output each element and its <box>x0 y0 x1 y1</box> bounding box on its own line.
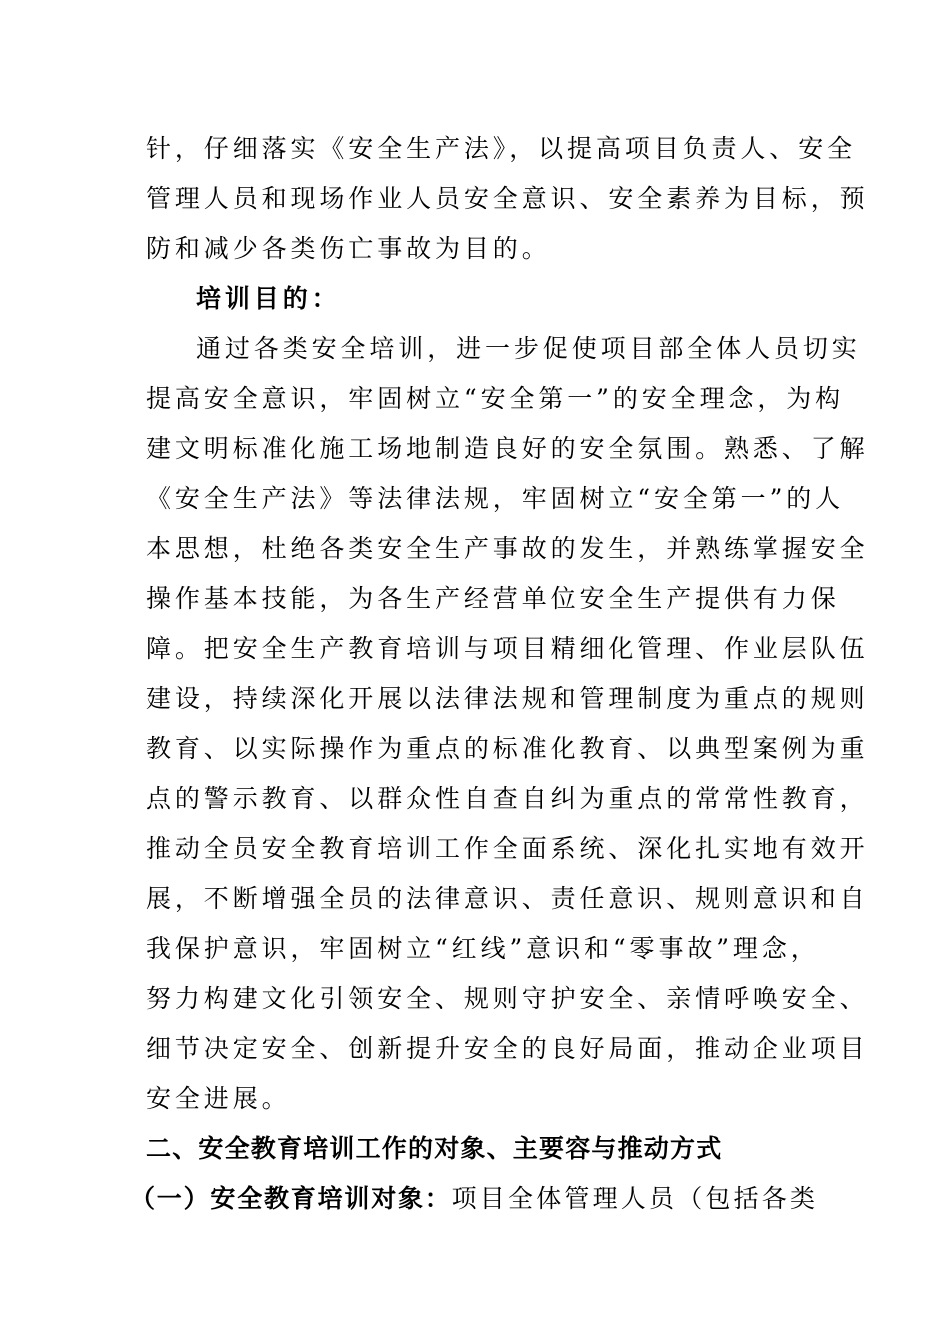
paragraph-line: 针，仔细落实《安全生产法》，以提高项目负责人、安全 <box>146 134 857 163</box>
subsection-heading-label: （一）安全教育培训对象： <box>130 1184 452 1213</box>
paragraph-line: 《安全生产法》等法律法规，牢固树立“安全第一”的人 <box>146 484 845 513</box>
paragraph-line: 教育、以实际操作为重点的标准化教育、以典型案例为重 <box>146 734 869 763</box>
paragraph-line: 细节决定安全、创新提升安全的良好局面，推动企业项目 <box>146 1034 869 1063</box>
section-heading-training-goal: 培训目的： <box>196 284 341 313</box>
paragraph-line: 建设，持续深化开展以法律法规和管理制度为重点的规则 <box>146 684 869 713</box>
subsection-text: 项目全体管理人员（包括各类 <box>451 1184 819 1213</box>
paragraph-line: 防和减少各类伤亡事故为目的。 <box>146 234 551 263</box>
paragraph-line: 障。把安全生产教育培训与项目精细化管理、作业层队伍 <box>146 634 869 663</box>
paragraph-line: 点的警示教育、以群众性自查自纠为重点的常常性教育， <box>146 784 869 813</box>
paragraph-line: 提高安全意识，牢固树立“安全第一”的安全理念，为构 <box>146 384 845 413</box>
paragraph-line: 操作基本技能，为各生产经营单位安全生产提供有力保 <box>146 584 840 613</box>
paragraph-line: 安全进展。 <box>146 1084 291 1113</box>
paragraph-line: 我保护意识，牢固树立“红线”意识和“零事故”理念， <box>146 934 820 963</box>
paragraph-line: 展，不断增强全员的法律意识、责任意识、规则意识和自 <box>146 884 869 913</box>
paragraph-line: 本思想，杜绝各类安全生产事故的发生，并熟练掌握安全 <box>146 534 869 563</box>
paragraph-line: 管理人员和现场作业人员安全意识、安全素养为目标，预 <box>146 184 869 213</box>
paragraph-line: 努力构建文化引领安全、规则守护安全、亲情呼唤安全、 <box>146 984 869 1013</box>
subsection-line <box>130 1174 818 1224</box>
paragraph-line: 通过各类安全培训，进一步促使项目部全体人员切实 <box>196 334 861 363</box>
section-heading-two: 二、安全教育培训工作的对象、主要容与推动方式 <box>146 1134 723 1163</box>
paragraph-line: 推动全员安全教育培训工作全面系统、深化扎实地有效开 <box>146 834 869 863</box>
paragraph-line: 建文明标准化施工场地制造良好的安全氛围。熟悉、了解 <box>146 434 869 463</box>
